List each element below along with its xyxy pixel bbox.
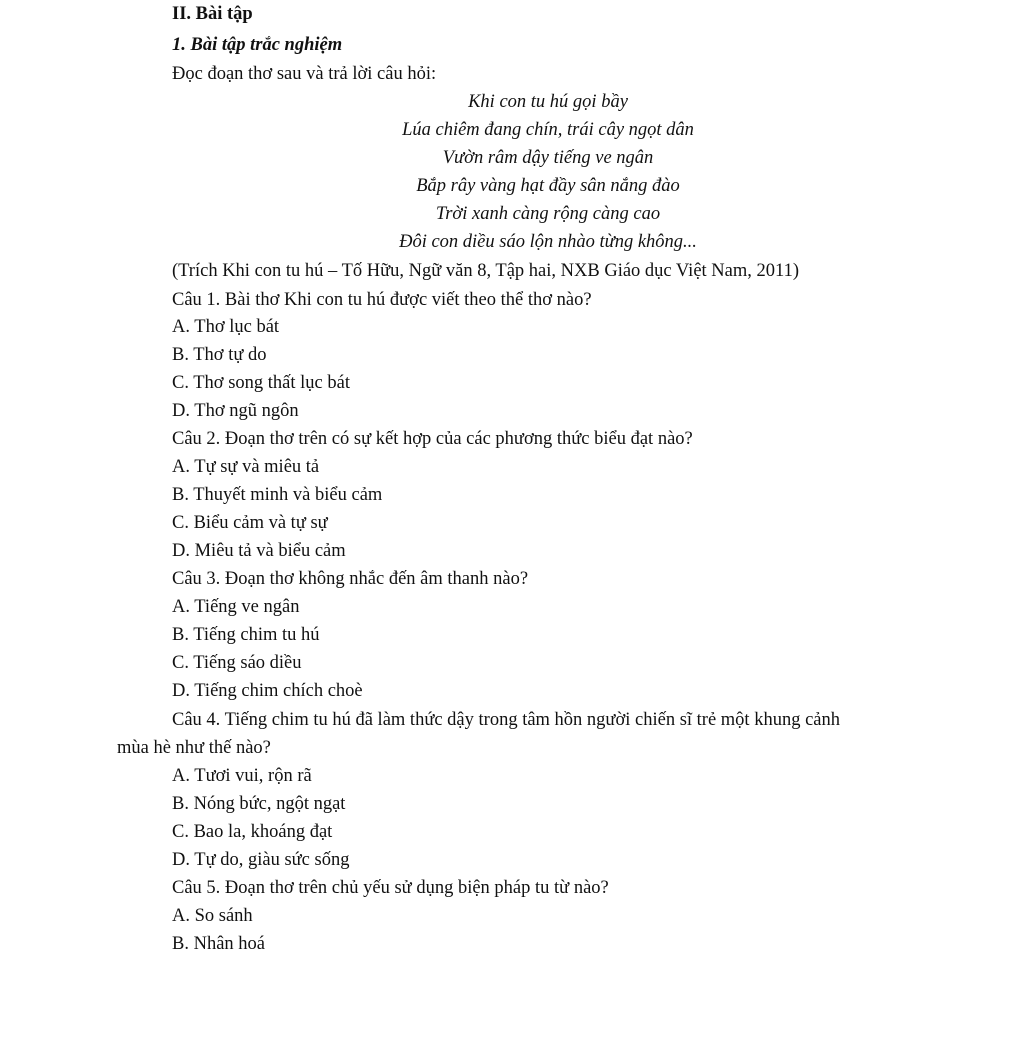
option-3d: D. Tiếng chim chích choè	[172, 681, 363, 701]
section-title: II. Bài tập	[172, 4, 253, 24]
option-2d: D. Miêu tả và biểu cảm	[172, 541, 346, 561]
poem-line: Khi con tu hú gọi bầy	[468, 92, 628, 112]
option-4a: A. Tươi vui, rộn rã	[172, 766, 312, 786]
option-1c: C. Thơ song thất lục bát	[172, 373, 350, 393]
question-2: Câu 2. Đoạn thơ trên có sự kết hợp của các phương thức biểu đạt nào?	[172, 429, 693, 449]
poem-line: Đôi con diều sáo lộn nhào từng không...	[399, 232, 697, 252]
poem-line: Bắp rây vàng hạt đầy sân nắng đào	[416, 176, 680, 196]
poem-line: Lúa chiêm đang chín, trái cây ngọt dân	[402, 120, 694, 140]
poem-line: Vườn râm dậy tiếng ve ngân	[442, 148, 654, 168]
question-4: Câu 4. Tiếng chim tu hú đã làm thức dậy trong tâm hồn người chiến sĩ trẻ một khung cảnh	[172, 710, 840, 730]
option-2b: B. Thuyết minh và biểu cảm	[172, 485, 383, 505]
option-4d: D. Tự do, giàu sức sống	[172, 850, 350, 870]
poem-line: Trời xanh càng rộng càng cao	[435, 204, 661, 224]
option-1b: B. Thơ tự do	[172, 345, 267, 365]
option-2a: A. Tự sự và miêu tả	[172, 457, 320, 477]
option-3a: A. Tiếng ve ngân	[172, 597, 300, 617]
option-1a: A. Thơ lục bát	[172, 317, 280, 337]
option-5a: A. So sánh	[172, 906, 253, 926]
question-5: Câu 5. Đoạn thơ trên chủ yếu sử dụng biện pháp tu từ nào?	[172, 878, 609, 898]
poem-citation: (Trích Khi con tu hú – Tố Hữu, Ngữ văn 8, Tập hai, NXB Giáo dục Việt Nam, 2011)	[172, 261, 799, 281]
option-2c: C. Biểu cảm và tự sự	[172, 513, 328, 533]
option-5b: B. Nhân hoá	[172, 934, 265, 954]
question-3: Câu 3. Đoạn thơ không nhắc đến âm thanh nào?	[172, 569, 529, 589]
option-3c: C. Tiếng sáo diều	[172, 653, 302, 673]
option-1d: D. Thơ ngũ ngôn	[172, 401, 299, 421]
option-4c: C. Bao la, khoáng đạt	[172, 822, 333, 842]
instruction-text: Đọc đoạn thơ sau và trả lời câu hỏi:	[172, 64, 437, 84]
subsection-title: 1. Bài tập trắc nghiệm	[172, 35, 343, 55]
option-4b: B. Nóng bức, ngột ngạt	[172, 794, 346, 814]
option-3b: B. Tiếng chim tu hú	[172, 625, 320, 645]
question-4-continuation: mùa hè như thế nào?	[117, 738, 271, 758]
question-1: Câu 1. Bài thơ Khi con tu hú được viết theo thể thơ nào?	[172, 290, 592, 310]
